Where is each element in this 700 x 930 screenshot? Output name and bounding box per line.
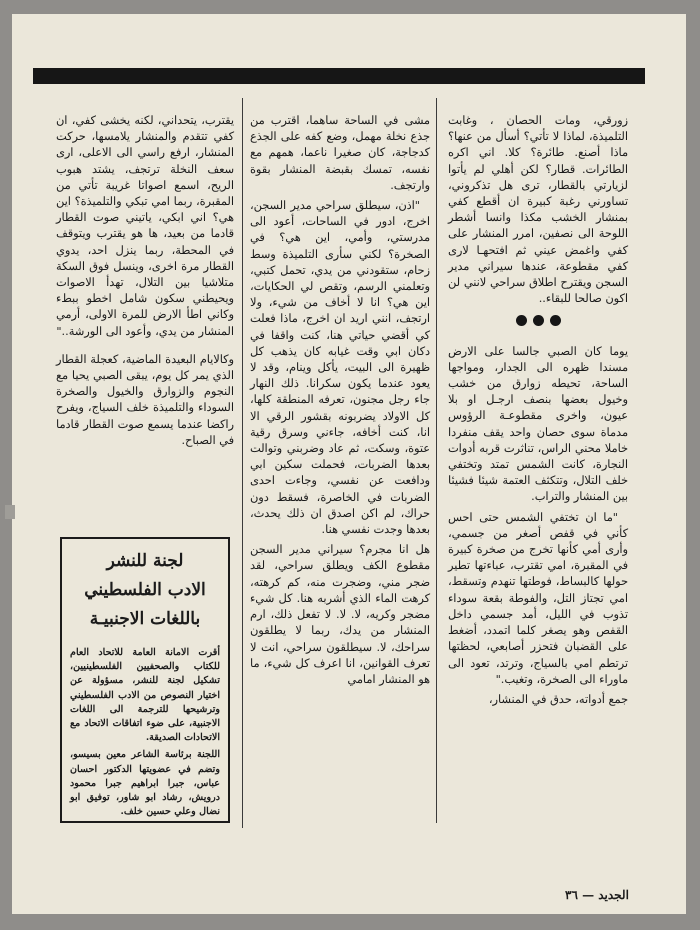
column-middle-paragraph-3: هل انا مجرم؟ سيراني مدير السجن مقطوع الكف ويطلق سراحي، لقد ضجر مني، وضجرت منه، كم كرهته، كرهت الماء الذي أشربه هنا. كل شيء مضجر وكريه، لا. لا. لا تفعل ذلك، ارم المنشار من يدك، ربما لا يطلقون سراحك، لا. سيطلقون سراحي، انت لا تعرف القوانين، انا اعرف كل شيء، ما هو المنشار امامي	[250, 543, 430, 686]
dot-3	[550, 315, 561, 326]
dot-1	[516, 315, 527, 326]
column-right-paragraph-1: زورقي، ومات الحصان ، وغابت التلميذة، لماذا لا تأتي؟ أسأل من عنها؟ ماذا أصنع. طائرة؟ كلا. اني اكره الطائرات. قطار؟ لكن أهلي لم يأتوا لزيارتي بالقطار، ترى هل تذكروني، تساورني رغبة كبيرة ان أقطع كفي بمنشار الخشب مكذا وانسا أشطر اللوحة الى نصفين، امرر المنشار على كفي واغمض عيني ثم افتحهـا لارى كفي مقطوعة، عندها سيراني مدير السجن ويقترح اطلاق سراحي لانني لن اكون صالحا للبقاء..	[448, 114, 628, 306]
column-right-paragraph-4: جمع أدواته، حدق في المنشار،	[488, 692, 628, 706]
announcement-paragraph-1: أقرت الامانة العامة للاتحاد العام للكتاب والصحفيين الفلسطينيين، تشكيل لجنة للنشر، مسؤولة عن اختيار النصوص من الادب الفلسطيني وترشيحها للترجمة الى اللغات الاجنبية، على ضوء اتفاقات الاتحاد مع الاتحادات الصديقة.	[70, 647, 220, 744]
column-left-paragraph-1: يقترب، يتحداني، لكنه يخشى كفي، ان كفي تتقدم والمنشار يلامسها، حركت المنشار، ارفع راسي الى الاعلى، ارى سعف النخلة ترتجف، يشتد هبوب الريح، اسمع اصواتا غريبة تأتي من المقبرة، ربما امي تبكي والتلميذة؟ اين هي؟ اني ابكي، ياتيني صوت القطار قادما من بعيد، ها هو يقترب ويتوقف في المحطة، ربما ينزل احد، يدوي القطار مرة اخرى، وينسل فوق السكة متلاشيا بين التلال، تهدأ الاصوات ويحيطني سكون شامل اخطو ببطء وكاني اطأ الارض للمرة الاولى، أرمي المنشار من يدي، وأعود الى الورشة.."	[56, 114, 234, 338]
announcement-title-line-1: لجنة للنشر	[106, 551, 184, 571]
column-left-paragraph-2: وكالايام البعيدة الماضية، كعجلة القطار الذي يمر كل يوم، يبقى الصبي يحيا مع النجوم والزوارق والخيول والصخرة السوداء والتلميذة خلف السياج، ويفرح راكضا عندما يسمع صوت القطار قادما في الصباح.	[56, 352, 234, 447]
header-rule-bar	[33, 68, 645, 84]
announcement-paragraph-2: اللجنة برئاسة الشاعر معين بسيسو، وتضم في عضويتها الدكتور احسان عباس، جبرا ابراهيم جبرا محمود درويش، رشاد ابو شاور، توفيق ابو نضال وعلي حسين خلف.	[70, 749, 220, 818]
announcement-title-line-3: باللغات الاجنبيـة	[89, 609, 201, 629]
column-middle	[250, 113, 430, 692]
announcement-body	[70, 646, 220, 819]
section-break-dots	[448, 315, 628, 331]
page-footer: الجديد — ٣٦	[565, 888, 629, 902]
column-middle-paragraph-1: مشى في الساحة ساهما، اقترب من جذع نخلة مهمل، وضع كفه على الجذع كدجاجة، كان صغيرا ناعما، همهم مع نفسه، تمسك بقبضة المنشار بقوة وارتجف.	[250, 114, 430, 192]
announcement-box	[60, 537, 230, 823]
column-right-paragraph-2: يوما كان الصبي جالسا على الارض مسندا ظهره الى الجدار، ومواجها الساحة، تحيطه زوارق من خشب وخيول بعضها بنصف ارجـل او بلا عيون، واخرى مقطوعـة الرؤوس مدماة سوى حصان واحد يقف منفردا خاملا محني الراس، تناثرت قربه أدوات النجارة، كانت الشمس تمتد وتختفي خلف التلال، وتتكثف العتمة شيئا فشيئا بين المنشار والتراب.	[448, 344, 628, 504]
column-divider-right	[436, 98, 437, 823]
dot-2	[533, 315, 544, 326]
column-middle-paragraph-2: "اذن، سيطلق سراحي مدير السجن، اخرج، ادور في الساحات، أعود الى مدرستي، وأمي، اين هي؟ في الصخرة؟ لكني سأرى التلميذة وسط زحام، ستقودني من يدي، تحمل كتبي، وتعلمني الرسم، وتقص لي الحكايات، اين هي؟ انا لا أخاف من شيء، ولا ارتجف، انني اريد ان اخرج، ماذا فعلت كي أقضي حياتي هنا، كنت واقفا في دكان ابي وقت غيابه كان يذهب كل ظهيرة الى البيت، يأكل وينام، وقد لا يعود عندما يكون سكرانا. ذلك النهار جاء رجل مجنون، تعرفه المنطقة كلها، كل الاولاد يضربونه بقشور الرقي الا انا، كنت أخافه، جاءني وسرق رقية عتوة، وسكت، ثم عاد وضربني وتوالت بعدها الضربات، فحملت سكين ابي ودافعت عن نفسي، وجاءت احدى الضربات في الخاصرة، فسقط دون حراك، لم اكن اصدق ان ذلك يحدث، بعدها وجدت نفسي هنا.	[250, 199, 430, 537]
column-left	[56, 113, 234, 453]
page-edge-mark	[5, 505, 15, 519]
column-divider-left	[242, 98, 243, 828]
column-right	[448, 113, 628, 712]
column-right-paragraph-3: "ما ان تختفي الشمس حتى احس كأني في قفص أصغر من جسمي، وأرى أمي كأنها تخرج من صخرة كبيرة في المقبرة، امي تقترب، عباءتها تطير حولها كالبساط، فوطتها تنهدم وتسقط، امي تجتاز التل، والفوطة بقعة سوداء تذوب في الليل، أمد جسمي داخل القفص وهو يصغر كلما اتمدد، أضغط على القضبان فتحزر أصابعي، لحظتها ترتطم امي بالسياج، وترتد، تعود الى ماوراء الى الصخرة، وتغيب."	[448, 510, 628, 686]
announcement-title-line-2: الادب الفلسطيني	[84, 580, 206, 600]
